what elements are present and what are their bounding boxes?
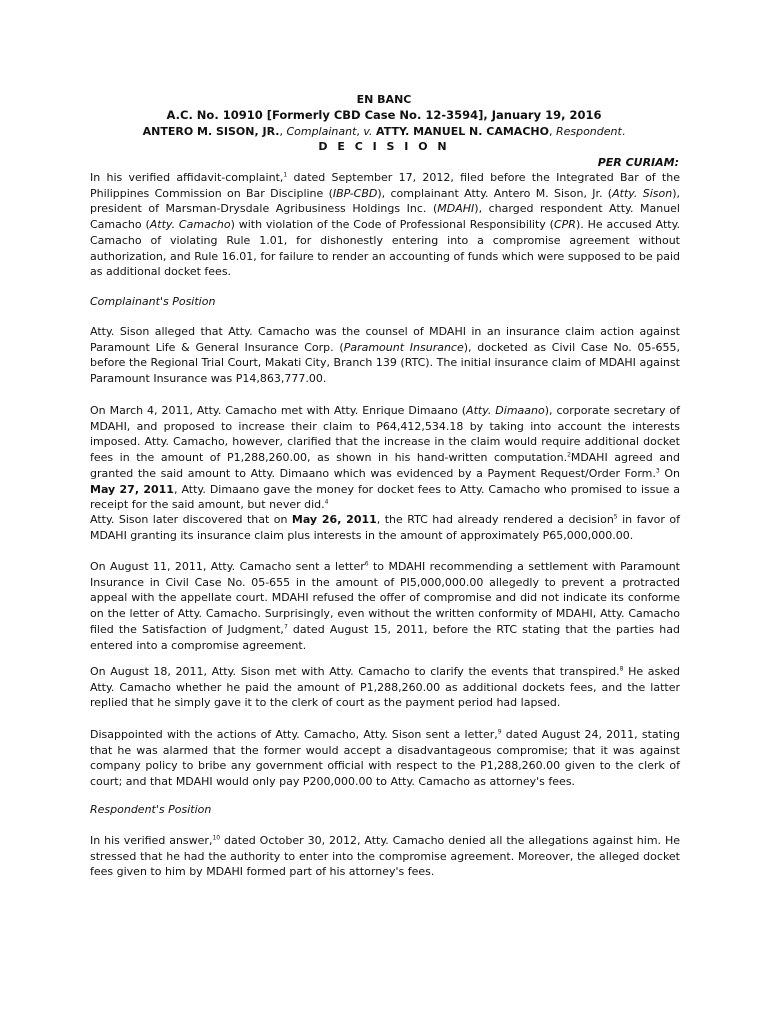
case-parties: ANTERO M. SISON, JR., Complainant, v. ATTY. MANUEL N. CAMACHO, Respondent. bbox=[142, 125, 626, 138]
paragraph-1: In his verified affidavit-complaint,$^1$ dated September 17, 2012, filed before the Integrated Bar of the Philippines Commission on Bar Discipline (IBP-CBD), complainant Atty. Antero M. Sison, Jr. (Atty. Sison), president of Marsman-Drysdale Agribusiness Holdings Inc. (MDAHI), charged respondent Atty. Manuel Camacho (Atty. Camacho) with violation of the Code of Professional Responsibility (CPR). He accused Atty. Camacho of violating Rule 1.01, for dishonestly entering into a compromise agreement without authorization, and Rule 16.01, for failure to render an accounting of funds which were supposed to be paid as additional docket fees. bbox=[90, 171, 681, 279]
court-division: EN BANC bbox=[356, 93, 412, 106]
footnote-ref[interactable]: 5 bbox=[613, 513, 618, 521]
footnote-ref[interactable]: 3 bbox=[655, 467, 660, 475]
section-heading-respondent: Respondent's Position bbox=[90, 803, 212, 816]
per-curiam: PER CURIAM: bbox=[597, 156, 679, 169]
paragraph-7: Disappointed with the actions of Atty. Camacho, Atty. Sison sent a letter,$^9$ dated August 24, 2011, stating that he was alarmed that the former would accept a disadvantageous compromise; that it was against company policy to bribe any government official with respect to the P1,288,260.00 given to the clerk of court; and that MDAHI would only pay P200,000.00 to Atty. Camacho as attorney's fees. bbox=[90, 728, 680, 789]
footnote-ref[interactable]: 7 bbox=[283, 623, 288, 631]
complainant-name: ANTERO M. SISON, JR. bbox=[142, 125, 280, 138]
footnote-ref[interactable]: 6 bbox=[364, 560, 369, 568]
footnote-ref[interactable]: 8 bbox=[619, 665, 624, 673]
respondent-name: ATTY. MANUEL N. CAMACHO bbox=[376, 125, 549, 138]
complainant-role: Complainant bbox=[286, 125, 357, 138]
paragraph-2: Atty. Sison alleged that Atty. Camacho was the counsel of MDAHI in an insurance claim action against Paramount Life & General Insurance Corp. (Paramount Insurance), docketed as Civil Case No. 05-655, before the Regional Trial Court, Makati City, Branch 139 (RTC). The initial insurance claim of MDAHI against Paramount Insurance was P14,863,777.00. bbox=[90, 325, 680, 386]
footnote-ref[interactable]: 1 bbox=[283, 171, 288, 179]
footnote-ref[interactable]: 2 bbox=[567, 451, 571, 459]
decision-title: D E C I S I O N bbox=[318, 140, 450, 153]
footnote-ref[interactable]: 9 bbox=[497, 728, 502, 736]
paragraph-4: Atty. Sison later discovered that on May 26, 2011, the RTC had already rendered a decision$^5$ in favor of MDAHI granting its insurance claim plus interests in the amount of approximately P65,000,000.00. bbox=[90, 513, 680, 542]
paragraph-8: In his verified answer,$^{10}$ dated October 30, 2012, Atty. Camacho denied all the allegations against him. He stressed that he had the authority to enter into the compromise agreement. Moreover, the alleged docket fees given to him by MDAHI formed part of his attorney's fees. bbox=[90, 834, 680, 879]
respondent-role: Respondent bbox=[555, 125, 622, 138]
footnote-ref[interactable]: 4 bbox=[324, 498, 329, 506]
versus: v. bbox=[363, 125, 373, 138]
paragraph-5: On August 11, 2011, Atty. Camacho sent a letter$^6$ to MDAHI recommending a settlement with Paramount Insurance in Civil Case No. 05-655 in the amount of PI5,000,000.00 allegedly to prevent a protracted appeal with the appellate court. MDAHI refused the offer of compromise and did not indicate its conforme on the letter of Atty. Camacho. Surprisingly, even without the written conformity of MDAHI, Atty. Camacho filed the Satisfaction of Judgment,$^7$ dated August 15, 2011, before the RTC stating that the parties had entered into a compromise agreement. bbox=[90, 560, 680, 652]
case-number-line: A.C. No. 10910 [Formerly CBD Case No. 12-3594], January 19, 2016 bbox=[166, 108, 602, 122]
paragraph-6: On August 18, 2011, Atty. Sison met with Atty. Camacho to clarify the events that transpired.$^8$ He asked Atty. Camacho whether he paid the amount of P1,288,260.00 as additional dockets fees, and the latter replied that he simply gave it to the clerk of court as the payment period had lapsed. bbox=[90, 665, 680, 710]
footnote-ref[interactable]: 10 bbox=[212, 834, 221, 842]
paragraph-3: On March 4, 2011, Atty. Camacho met with Atty. Enrique Dimaano (Atty. Dimaano), corporate secretary of MDAHI, and proposed to increase their claim to P64,412,534.18 by taking into account the interests imposed. Atty. Camacho, however, clarified that the increase in the claim would require additional docket fees in the amount of P1,288,260.00, as shown in his hand-written computation.$^2$MDAHI agreed and granted the said amount to Atty. Dimaano which was evidenced by a Payment Request/Order Form.$^3$ On May 27, 2011, Atty. Dimaano gave the money for docket fees to Atty. Camacho who promised to issue a receipt for the said amount, but never did.$^4$ bbox=[90, 404, 680, 512]
section-heading-complainant: Complainant's Position bbox=[90, 295, 216, 308]
